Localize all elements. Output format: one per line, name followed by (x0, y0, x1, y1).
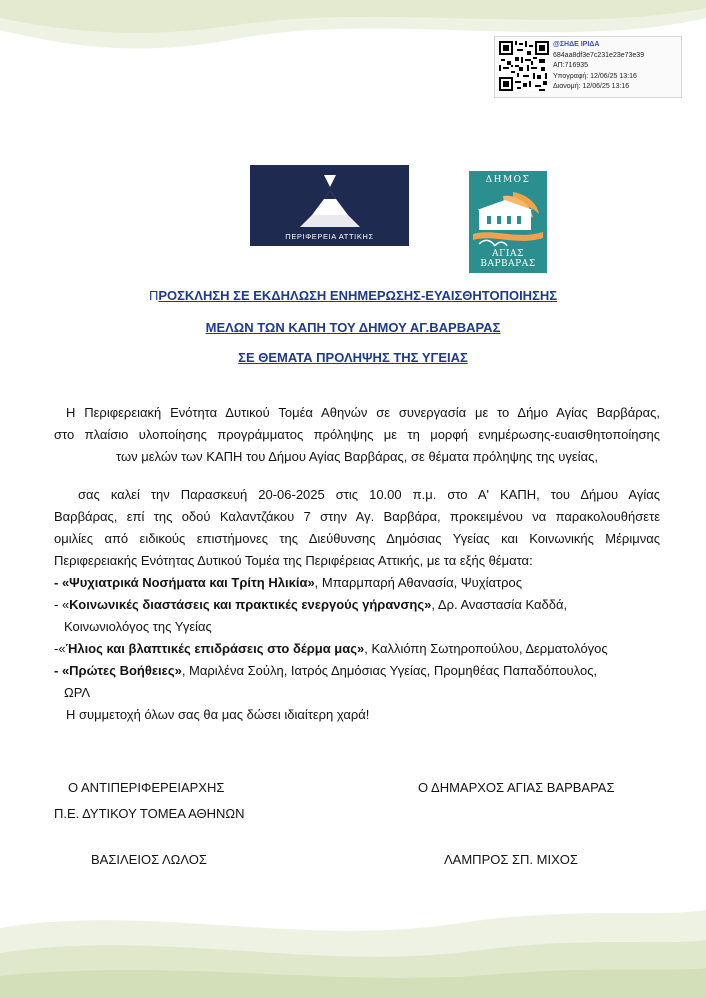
left-signatory-role-2: Π.Ε. ΔΥΤΙΚΟΥ ΤΟΜΕΑ ΑΘΗΝΩΝ (54, 806, 245, 821)
topic-item-continuation: Κοινωνιολόγος της Υγείας (64, 619, 212, 634)
invite-line-4: Περιφερειακής Ενότητας Δυτικού Τομέα της Περιφέρειας Αττικής, με τα εξής θέματα: (54, 553, 533, 568)
region-attica-logo (250, 165, 409, 246)
topic-speakers: , Μαριλένα Σούλη, Ιατρός Δημόσιας Υγείας, Προμηθέας Παπαδόπουλος, (181, 663, 598, 678)
topic-title: Ψυχιατρικά Νοσήματα και Τρίτη Ηλικία (69, 575, 308, 590)
invite-line-3: ομιλίες από ειδικούς επιστήμονες της Διεύθυνσης Δημόσιας Υγείας και Κοινωνικής Μέριμνας (54, 531, 660, 546)
topic-title: Ήλιος και βλαπτικές επιδράσεις στο δέρμα μας (65, 641, 358, 656)
stamp-brand: @ΣΗΔΕ ΙΡΙΔΑ (553, 41, 600, 48)
topic-item: - «Κοινωνικές διαστάσεις και πρακτικές ενεργούς γήρανσης», Δρ. Αναστασία Καδδά, (54, 597, 568, 612)
invite-line-1: σας καλεί την Παρασκευή 20-06-2025 στις 10.00 π.μ. στο Α' ΚΑΠΗ, του Δήμου Αγίας (78, 487, 660, 502)
left-signatory-name: ΒΑΣΙΛΕΙΟΣ ΛΩΛΟΣ (91, 852, 207, 867)
topic-item: - «Πρώτες Βοήθειες», Μαριλένα Σούλη, Ιατρός Δημόσιας Υγείας, Προμηθέας Παπαδόπουλος, (54, 663, 598, 678)
topics-list (54, 572, 660, 726)
intro-paragraph (54, 402, 660, 468)
title-line-2: ΜΕΛΩΝ ΤΩΝ ΚΑΠΗ ΤΟΥ ΔΗΜΟΥ ΑΓ.ΒΑΡΒΑΡΑΣ (205, 320, 501, 335)
title-line-1: ΠΡΟΣΚΛΗΣΗ ΣΕ ΕΚΔΗΛΩΣΗ ΕΝΗΜΕΡΩΣΗΣ-ΕΥΑΙΣΘΗΤΟΠΟΙΗΣΗΣ (148, 288, 558, 303)
topic-item: -«Ήλιος και βλαπτικές επιδράσεις στο δέρμα μας», Καλλιόπη Σωτηροπούλου, Δερματολόγος (54, 641, 608, 656)
invitation-paragraph (54, 484, 660, 572)
qr-code-icon (499, 41, 549, 91)
signature-stamp (494, 36, 682, 98)
topic-speakers: , Μπαρμπαρή Αθανασία, Ψυχίατρος (314, 575, 523, 590)
municipality-building-icon (473, 188, 543, 248)
municipality-logo-line-2: ΒΑΡΒΑΡΑΣ (480, 259, 536, 269)
topic-item-continuation: ΩΡΛ (64, 685, 91, 700)
topic-item: - «Ψυχιατρικά Νοσήματα και Τρίτη Ηλικία», Μπαρμπαρή Αθανασία, Ψυχίατρος (54, 575, 523, 590)
intro-line-2: στο πλαίσιο υλοποίησης προγράμματος πρόληψης με τη μορφή ενημέρωσης-ευαισθητοποίησης (54, 427, 660, 442)
right-signatory-name: ΛΑΜΠΡΟΣ ΣΠ. ΜΙΧΟΣ (444, 852, 578, 867)
left-signatory-role-1: Ο ΑΝΤΙΠΕΡΙΦΕΡΕΙΑΡΧΗΣ (68, 780, 225, 795)
intro-line-1: Η Περιφερειακή Ενότητα Δυτικού Τομέα Αθηνών σε συνεργασία με το Δήμο Αγίας Βαρβάρας, (66, 405, 660, 420)
stamp-hash: 684aa8df3e7c231e23e73e39 (553, 51, 645, 59)
topic-speakers: , Δρ. Αναστασία Καδδά, (431, 597, 568, 612)
title-line-1-text: ΡΟΣΚΛΗΣΗ ΣΕ ΕΚΔΗΛΩΣΗ ΕΝΗΜΕΡΩΣΗΣ-ΕΥΑΙΣΘΗΤΟΠΟΙΗΣΗΣ (158, 288, 558, 303)
invite-line-2: Βαρβάρας, επί της οδού Καλαντζάκου 7 στην Αγ. Βαρβάρα, προκειμένου να παρακολουθήσετε (54, 509, 660, 524)
topic-title: Κοινωνικές διαστάσεις και πρακτικές ενεργούς γήρανσης (69, 597, 425, 612)
stamp-distribution-date: Διανομή: 12/06/25 13:16 (553, 83, 630, 90)
stamp-protocol: ΑΠ:716935 (553, 62, 589, 69)
right-signatory-role: Ο ΔΗΜΑΡΧΟΣ ΑΓΙΑΣ ΒΑΡΒΑΡΑΣ (418, 780, 615, 795)
stamp-signed-date: Υπογραφή: 12/06/25 13:16 (553, 72, 637, 80)
topic-speakers: , Καλλιόπη Σωτηροπούλου, Δερματολόγος (364, 641, 608, 656)
closing-sentence: Η συμμετοχή όλων σας θα μας δώσει ιδιαίτερη χαρά! (66, 707, 370, 722)
topic-title: Πρώτες Βοήθειες (69, 663, 175, 678)
municipality-logo-top: ΔΗΜΟΣ (485, 175, 531, 185)
intro-line-3: των μελών των ΚΑΠΗ του Δήμου Αγίας Βαρβάρας, σε θέματα πρόληψης της υγείας, (116, 449, 598, 464)
bottom-wave-decoration (0, 888, 706, 998)
municipality-logo (469, 171, 547, 273)
title-line-3: ΣΕ ΘΕΜΑΤΑ ΠΡΟΛΗΨΗΣ ΤΗΣ ΥΓΕΙΑΣ (238, 350, 468, 365)
municipality-logo-bottom (469, 249, 547, 269)
municipality-logo-line-1: ΑΓΙΑΣ (492, 249, 524, 259)
region-triangle-icon (300, 175, 360, 227)
region-name: ΠΕΡΙΦΕΡΕΙΑ ΑΤΤΙΚΗΣ (285, 232, 374, 241)
